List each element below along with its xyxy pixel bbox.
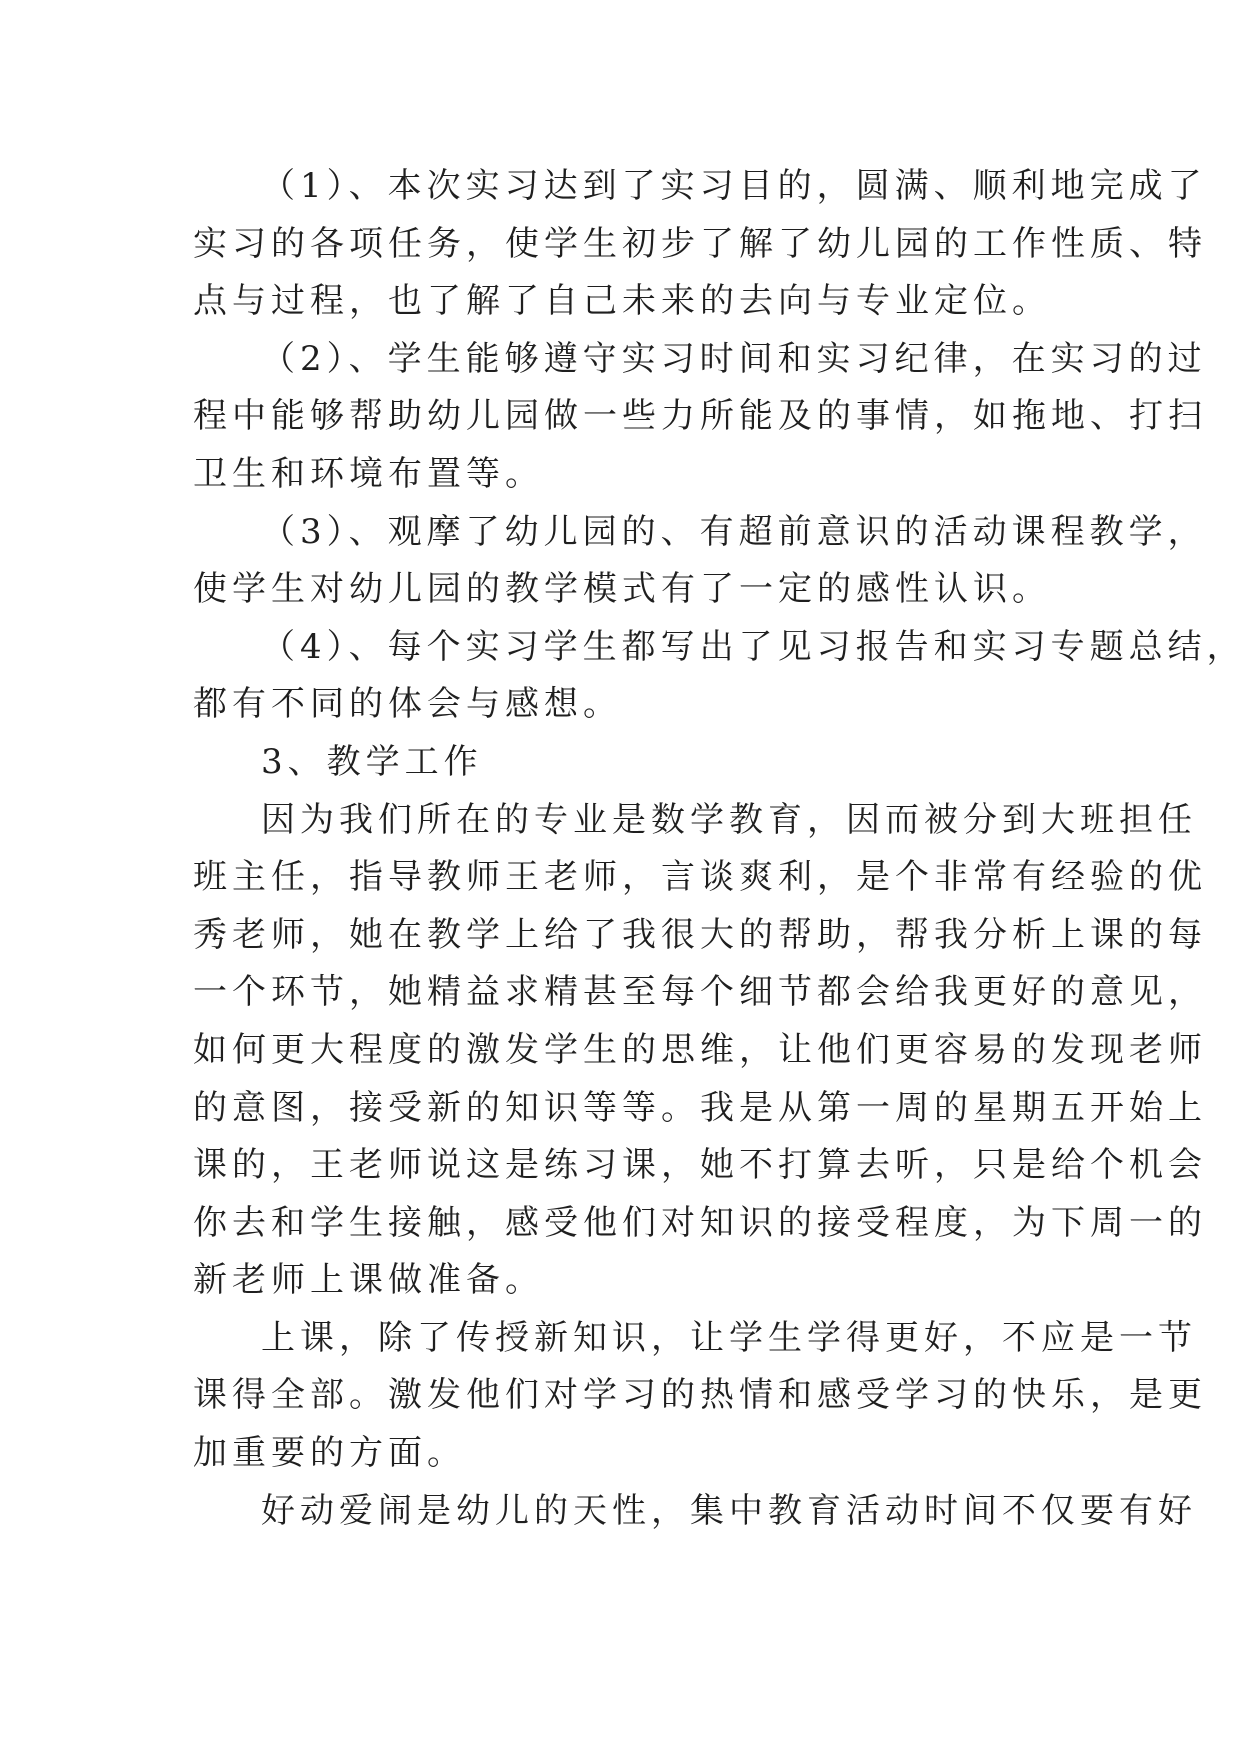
paragraph-line: 新老师上课做准备。 [193, 1260, 544, 1301]
paragraph-line: 上课，除了传授新知识，让学生学得更好，不应是一节 [261, 1317, 1197, 1358]
paragraph-line: （3）、观摩了幼儿园的、有超前意识的活动课程教学， [261, 511, 1207, 552]
paragraph-line: 如何更大程度的激发学生的思维，让他们更容易的发现老师 [193, 1029, 1207, 1070]
paragraph-line: （2）、学生能够遵守实习时间和实习纪律，在实习的过 [261, 338, 1207, 379]
paragraph-line: 班主任，指导教师王老师，言谈爽利，是个非常有经验的优 [193, 857, 1207, 898]
paragraph-line: 课的，王老师说这是练习课，她不打算去听，只是给个机会 [193, 1145, 1207, 1186]
paragraph-line: 你去和学生接触，感受他们对知识的接受程度，为下周一的 [193, 1202, 1207, 1243]
paragraph-line: 好动爱闹是幼儿的天性，集中教育活动时间不仅要有好 [261, 1490, 1197, 1531]
paragraph-line: 课得全部。激发他们对学习的热情和感受学习的快乐，是更 [193, 1375, 1207, 1416]
paragraph-line: 一个环节，她精益求精甚至每个细节都会给我更好的意见， [193, 972, 1207, 1013]
paragraph-line: 程中能够帮助幼儿园做一些力所能及的事情，如拖地、打扫 [193, 396, 1207, 437]
paragraph-line: 加重要的方面。 [193, 1433, 466, 1474]
paragraph-line: 都有不同的体会与感想。 [193, 684, 622, 725]
paragraph-line: 使学生对幼儿园的教学模式有了一定的感性认识。 [193, 569, 1051, 610]
paragraph-line: （1）、本次实习达到了实习目的，圆满、顺利地完成了 [261, 166, 1207, 206]
paragraph-line: 因为我们所在的专业是数学教育，因而被分到大班担任 [261, 799, 1197, 840]
paragraph-line: 秀老师，她在教学上给了我很大的帮助，帮我分析上课的每 [193, 914, 1207, 955]
paragraph-line: 卫生和环境布置等。 [193, 453, 544, 494]
document-body [193, 158, 1246, 1540]
paragraph-line: 点与过程，也了解了自己未来的去向与专业定位。 [193, 281, 1051, 322]
paragraph-line: 实习的各项任务，使学生初步了解了幼儿园的工作性质、特 [193, 223, 1207, 264]
paragraph-line: 的意图，接受新的知识等等。我是从第一周的星期五开始上 [193, 1087, 1207, 1128]
section-heading: 3、教学工作 [261, 741, 483, 782]
paragraph-line: （4）、每个实习学生都写出了见习报告和实习专题总结， [261, 626, 1246, 667]
